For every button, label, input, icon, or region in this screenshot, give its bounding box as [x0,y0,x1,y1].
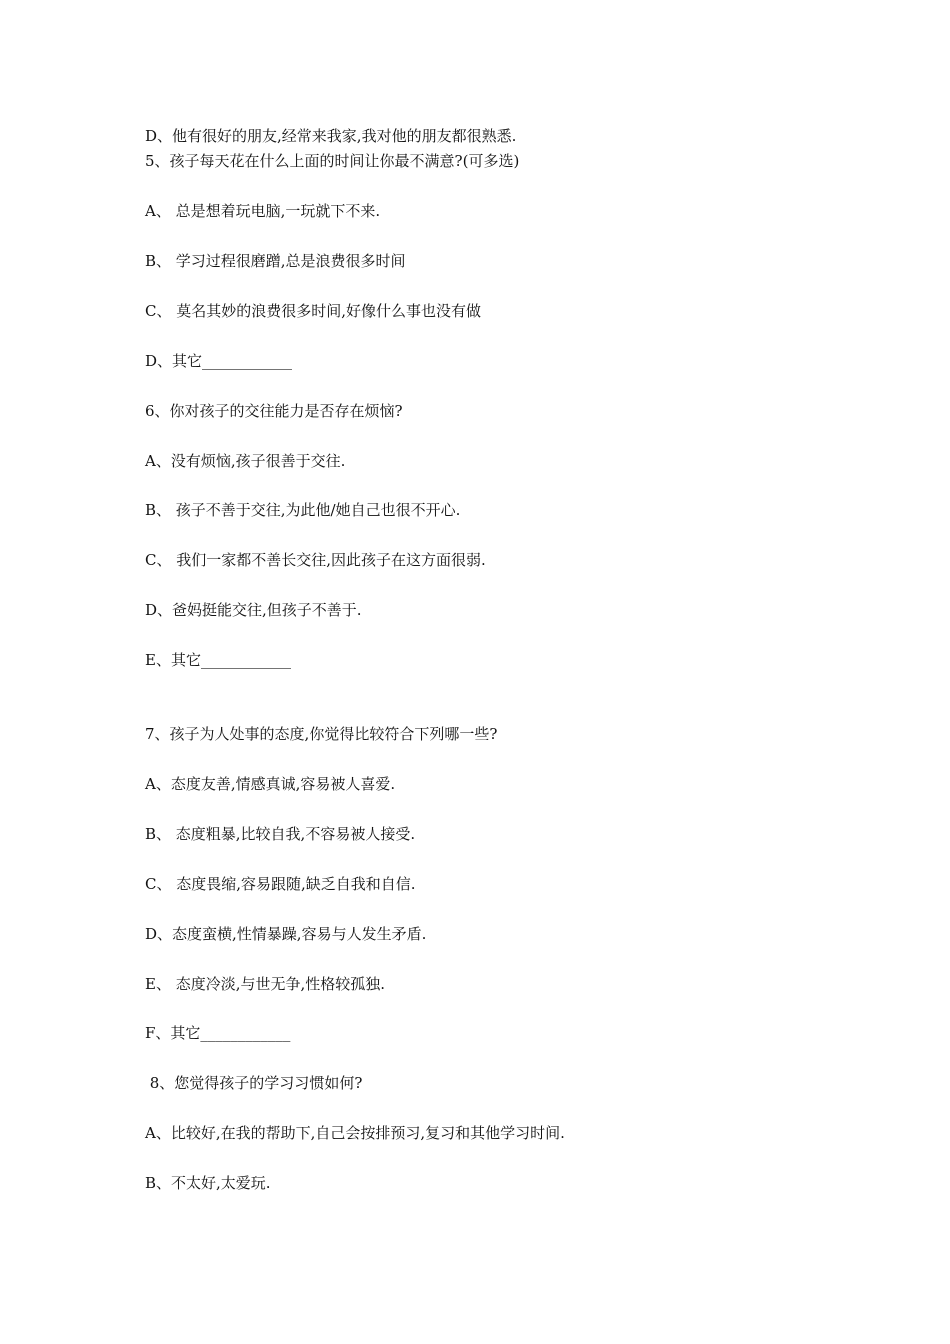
q5-option-d: D、其它____________ [145,352,293,370]
q8-question: 8、您觉得孩子的学习习惯如何? [145,1074,363,1092]
q6-option-c: C、 我们一家都不善长交往,因此孩子在这方面很弱. [145,551,486,569]
q6-option-d: D、爸妈挺能交往,但孩子不善于. [145,601,362,619]
q5-option-b: B、 学习过程很磨蹭,总是浪费很多时间 [145,252,406,270]
q7-option-b: B、 态度粗暴,比较自我,不容易被人接受. [145,825,416,843]
q5-option-a: A、 总是想着玩电脑,一玩就下不来. [145,202,381,220]
q7-option-e: E、 态度冷淡,与世无争,性格较孤独. [145,975,386,993]
q6-question: 6、你对孩子的交往能力是否存在烦恼? [145,402,403,420]
q7-option-c: C、 态度畏缩,容易跟随,缺乏自我和自信. [145,875,416,893]
q5-option-c: C、 莫名其妙的浪费很多时间,好像什么事也没有做 [145,302,482,320]
q8-option-a: A、比较好,在我的帮助下,自己会按排预习,复习和其他学习时间. [145,1124,565,1142]
q8-option-b: B、不太好,太爱玩. [145,1174,271,1192]
q7-option-a: A、态度友善,情感真诚,容易被人喜爱. [145,775,396,793]
q5-question: 5、孩子每天花在什么上面的时间让你最不满意?(可多选) [145,152,520,170]
q7-option-d: D、态度蛮横,性情暴躁,容易与人发生矛盾. [145,925,427,943]
q4-option-d: D、他有很好的朋友,经常来我家,我对他的朋友都很熟悉. [145,127,517,145]
q6-option-b: B、 孩子不善于交往,为此他/她自己也很不开心. [145,501,461,519]
q6-option-a: A、没有烦恼,孩子很善于交往. [145,452,346,470]
q6-option-e: E、其它____________ [145,651,291,669]
q7-question: 7、孩子为人处事的态度,你觉得比较符合下列哪一些? [145,725,498,743]
q7-option-f: F、其它____________ [145,1024,291,1042]
